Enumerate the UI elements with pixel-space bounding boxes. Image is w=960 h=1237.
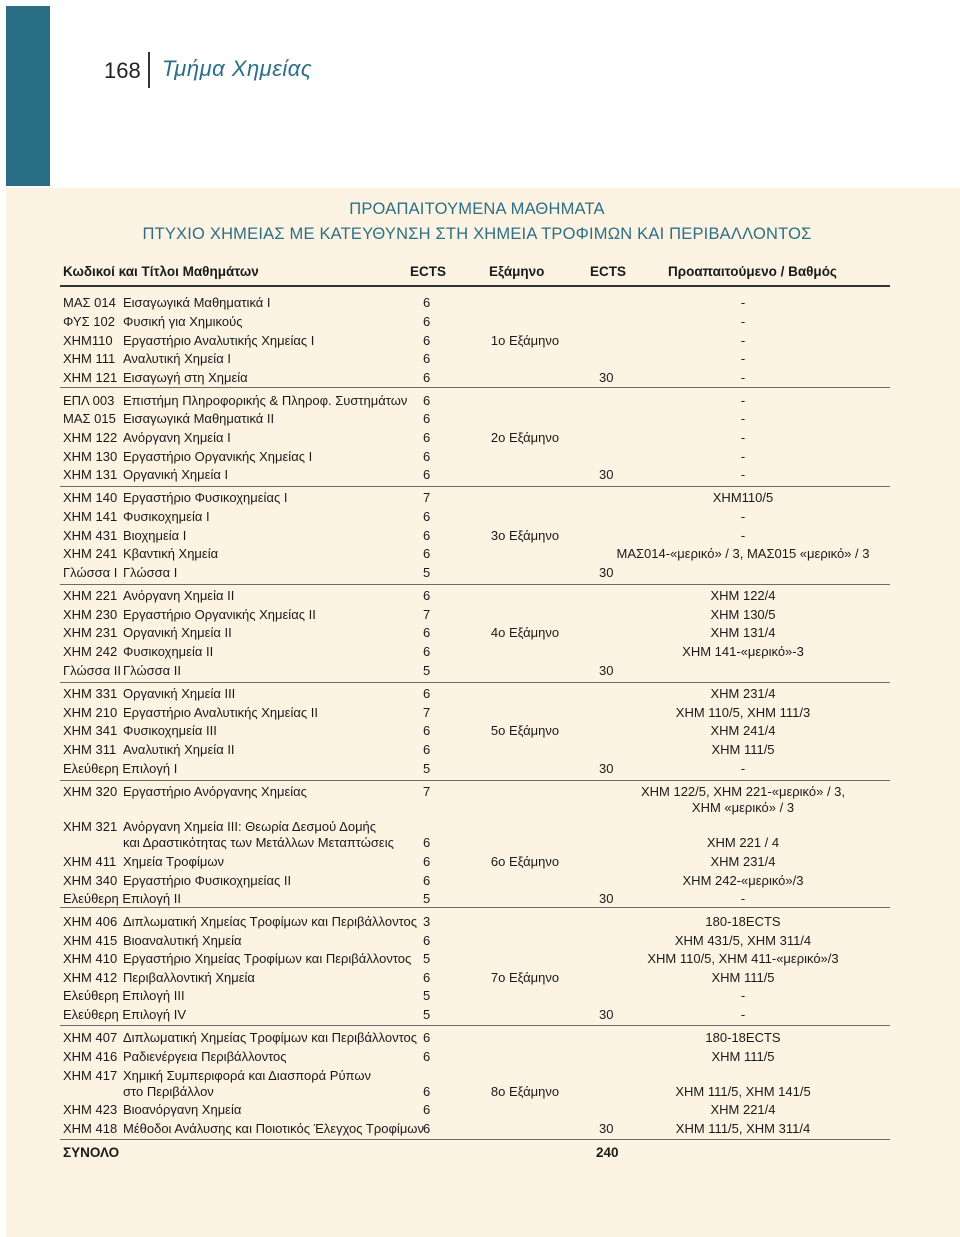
course-ects: 6 [423, 1030, 431, 1045]
prerequisite: ΧΗΜ110/5 [712, 490, 774, 505]
course-code: ΧΗΜ 140 [63, 490, 118, 505]
course-title: Ανόργανη Χημεία ΙΙΙ: Θεωρία Δεσμού Δομής [123, 819, 377, 834]
course-title: Βιοαναλυτική Χημεία [123, 933, 242, 948]
course-ects: 7 [423, 490, 431, 505]
prerequisite: - [740, 393, 746, 408]
course-title: Διπλωματική Χημείας Τροφίμων και Περιβάλλοντος [123, 914, 418, 929]
course-ects: 6 [423, 1121, 431, 1136]
course-code: ΧΗΜ 121 [63, 370, 118, 385]
prerequisite: - [740, 333, 746, 348]
table-row [0, 588, 960, 606]
course-ects: 5 [423, 1007, 431, 1022]
prerequisite: - [740, 528, 746, 543]
course-title: Χημεία Τροφίμων [123, 854, 224, 869]
semester-ects-total: 30 [599, 761, 614, 776]
course-ects: 6 [423, 528, 431, 543]
course-ects: 6 [423, 411, 431, 426]
course-ects: 6 [423, 588, 431, 603]
course-code: ΧΗΜ 331 [63, 686, 118, 701]
course-ects: 6 [423, 333, 431, 348]
course-code: ΧΗΜ 241 [63, 546, 118, 561]
table-row [0, 644, 960, 662]
course-code: ΧΗΜ 415 [63, 933, 118, 948]
semester-label: 7ο Εξάμηνο [490, 970, 560, 985]
prerequisite: ΧΗΜ «μερικό» / 3 [691, 800, 795, 815]
semester-divider [60, 682, 890, 683]
semester-label: 1ο Εξάμηνο [490, 333, 560, 348]
course-ects: 7 [423, 607, 431, 622]
prerequisite: ΧΗΜ 231/4 [710, 686, 776, 701]
table-row [0, 351, 960, 369]
col-header-ects: ECTS [410, 264, 447, 279]
course-title: Βιοανόργανη Χημεία [123, 1102, 242, 1117]
prerequisite: - [740, 411, 746, 426]
table-row [0, 914, 960, 932]
prerequisite: ΧΗΜ 110/5, ΧΗΜ 411-«μερικό»/3 [647, 951, 839, 966]
semester-ects-total: 30 [599, 1007, 614, 1022]
course-title: Επιστήμη Πληροφορικής & Πληροφ. Συστημάτων [123, 393, 408, 408]
table-row [0, 723, 960, 741]
prerequisite: 180-18ECTS [705, 914, 781, 929]
prerequisite: - [740, 370, 746, 385]
course-code: ΜΑΣ 015 [63, 411, 116, 426]
course-title: Εργαστήριο Οργανικής Χημείας Ι [123, 449, 313, 464]
prerequisite: - [740, 314, 746, 329]
table-row [0, 970, 960, 988]
course-title: Εργαστήριο Φυσικοχημείας Ι [123, 490, 288, 505]
table-row [0, 295, 960, 313]
course-title: Εργαστήριο Ανόργανης Χημείας [123, 784, 307, 799]
prerequisite: - [740, 467, 746, 482]
col-header-semester-ects: ECTS [590, 264, 627, 279]
course-code: Γλώσσα ΙΙ [63, 663, 122, 678]
table-row [0, 528, 960, 546]
course-code: ΧΗΜ 242 [63, 644, 118, 659]
course-title: Φυσική για Χημικούς [123, 314, 243, 329]
course-title: Εργαστήριο Αναλυτικής Χημείας Ι [123, 333, 315, 348]
table-row [0, 625, 960, 643]
table-row [0, 800, 960, 818]
course-title: Οργανική Χημεία ΙΙΙ [123, 686, 236, 701]
table-row [0, 1121, 960, 1139]
course-ects: 6 [423, 546, 431, 561]
semester-ects-total: 30 [599, 370, 614, 385]
semester-label: 8ο Εξάμηνο [490, 1084, 560, 1099]
course-title: Φυσικοχημεία ΙΙ [123, 644, 214, 659]
table-row [0, 449, 960, 467]
course-title: Εργαστήριο Φυσικοχημείας ΙΙ [123, 873, 292, 888]
table-row [0, 742, 960, 760]
prerequisite: ΧΗΜ 110/5, ΧΗΜ 111/3 [675, 705, 811, 720]
table-row [0, 333, 960, 351]
course-title: Μέθοδοι Ανάλυσης και Ποιοτικός Έλεγχος Τροφίμων [123, 1121, 424, 1136]
table-row [0, 705, 960, 723]
course-ects: 6 [423, 314, 431, 329]
table-row [0, 1030, 960, 1048]
course-code: ΧΗΜ 131 [63, 467, 118, 482]
course-title: Βιοχημεία Ι [123, 528, 187, 543]
prerequisite: - [740, 295, 746, 310]
course-code: ΧΗΜ 311 [63, 742, 117, 757]
prerequisite: ΧΗΜ 122/4 [710, 588, 776, 603]
course-code: ΧΗΜ 320 [63, 784, 118, 799]
course-title: Οργανική Χημεία Ι [123, 467, 229, 482]
prerequisite: ΧΗΜ 241/4 [710, 723, 776, 738]
course-code: ΧΗΜ 221 [63, 588, 118, 603]
course-code: Ελεύθερη Επιλογή ΙΙΙ [63, 988, 185, 1003]
section-subheading: ΠΤΥΧΙΟ ΧΗΜΕΙΑΣ ΜΕ ΚΑΤΕΥΘΥΝΣΗ ΣΤΗ ΧΗΜΕΙΑ ΤΡΟΦΙΜΩΝ ΚΑΙ ΠΕΡΙΒΑΛΛΟΝΤΟΣ [142, 225, 812, 243]
course-code: ΧΗΜ 417 [63, 1068, 118, 1083]
prerequisite: ΧΗΜ 111/5 [711, 1049, 775, 1064]
semester-divider [60, 1025, 890, 1026]
course-code: Ελεύθερη Επιλογή Ι [63, 761, 178, 776]
course-title: Φυσικοχημεία Ι [123, 509, 210, 524]
course-ects: 7 [423, 784, 431, 799]
page-title: Τμήμα Χημείας [162, 56, 313, 81]
table-row [0, 873, 960, 891]
table-row [0, 509, 960, 527]
prerequisite: ΧΗΜ 111/5 [711, 742, 775, 757]
table-row [0, 411, 960, 429]
course-code: ΧΗΜ 418 [63, 1121, 118, 1136]
prerequisite: - [740, 891, 746, 906]
semester-ects-total: 30 [599, 663, 614, 678]
semester-divider [60, 780, 890, 781]
table-row [0, 314, 960, 332]
table-row [0, 565, 960, 583]
course-title: Γλώσσα ΙΙ [123, 663, 182, 678]
course-ects: 6 [423, 1049, 431, 1064]
page-number-divider [148, 52, 150, 88]
course-title: στο Περιβάλλον [123, 1084, 214, 1099]
course-ects: 6 [423, 393, 431, 408]
course-ects: 6 [423, 370, 431, 385]
course-ects: 6 [423, 854, 431, 869]
table-row [0, 835, 960, 853]
table-row [0, 1007, 960, 1025]
prerequisite: ΜΑΣ014-«μερικό» / 3, ΜΑΣ015 «μερικό» / 3 [616, 546, 870, 561]
course-code: ΧΗΜ 407 [63, 1030, 118, 1045]
semester-divider [60, 584, 890, 585]
table-row [0, 370, 960, 388]
course-ects: 6 [423, 1102, 431, 1117]
course-code: ΧΗΜ 210 [63, 705, 118, 720]
course-title: Ανόργανη Χημεία ΙΙ [123, 588, 235, 603]
course-code: ΧΗΜ 130 [63, 449, 118, 464]
prerequisite: - [740, 761, 746, 776]
course-ects: 3 [423, 914, 431, 929]
course-code: ΧΗΜ 321 [63, 819, 118, 834]
col-header-codes-titles: Κωδικοί και Τίτλοι Μαθημάτων [63, 264, 259, 279]
total-label: ΣΥΝΟΛΟ [63, 1145, 120, 1160]
course-ects: 5 [423, 891, 431, 906]
course-title: Αναλυτική Χημεία Ι [123, 351, 231, 366]
page-number: 168 [104, 58, 141, 83]
col-header-semester: Εξάμηνο [489, 264, 545, 279]
course-code: ΧΗΜ 230 [63, 607, 118, 622]
table-row [0, 686, 960, 704]
course-code: ΧΗΜ 406 [63, 914, 118, 929]
table-row [0, 663, 960, 681]
course-code: ΧΗΜ 341 [63, 723, 118, 738]
course-ects: 6 [423, 1084, 431, 1099]
course-ects: 7 [423, 705, 431, 720]
course-title: Εργαστήριο Χημείας Τροφίμων και Περιβάλλοντος [123, 951, 412, 966]
course-code: ΧΗΜ 410 [63, 951, 118, 966]
course-code: ΧΗΜ110 [63, 333, 113, 348]
total-ects-value: 240 [596, 1145, 619, 1160]
prerequisite: 180-18ECTS [705, 1030, 781, 1045]
course-ects: 6 [423, 723, 431, 738]
table-row [0, 1102, 960, 1120]
course-title: Διπλωματική Χημείας Τροφίμων και Περιβάλλοντος [123, 1030, 418, 1045]
left-accent-bar [6, 6, 50, 186]
table-row [0, 1084, 960, 1102]
table-row [0, 490, 960, 508]
course-ects: 6 [423, 449, 431, 464]
course-ects: 6 [423, 644, 431, 659]
section-heading: ΠΡΟΑΠΑΙΤΟΥΜΕΝΑ ΜΑΘΗΜΑΤΑ [349, 200, 605, 218]
course-ects: 5 [423, 761, 431, 776]
prerequisite: - [740, 351, 746, 366]
table-row [0, 951, 960, 969]
course-title: Εργαστήριο Οργανικής Χημείας ΙΙ [123, 607, 316, 622]
col-header-prereq: Προαπαιτούμενο / Βαθμός [668, 264, 837, 279]
semester-label: 6ο Εξάμηνο [490, 854, 560, 869]
prerequisite: - [740, 1007, 746, 1022]
table-row [0, 933, 960, 951]
table-row [0, 607, 960, 625]
semester-label: 2ο Εξάμηνο [490, 430, 560, 445]
table-row [0, 1049, 960, 1067]
semester-divider [60, 486, 890, 487]
course-ects: 6 [423, 686, 431, 701]
prerequisite: - [740, 988, 746, 1003]
course-title: Οργανική Χημεία ΙΙ [123, 625, 232, 640]
course-ects: 5 [423, 565, 431, 580]
course-ects: 5 [423, 988, 431, 1003]
prerequisite: ΧΗΜ 130/5 [710, 607, 776, 622]
course-title: Ανόργανη Χημεία Ι [123, 430, 231, 445]
course-code: Γλώσσα Ι [63, 565, 118, 580]
course-title: Φυσικοχημεία ΙΙΙ [123, 723, 217, 738]
course-code: ΧΗΜ 412 [63, 970, 118, 985]
course-title: Αναλυτική Χημεία ΙΙ [123, 742, 235, 757]
prerequisite: ΧΗΜ 111/5, ΧΗΜ 311/4 [675, 1121, 811, 1136]
course-title: Χημική Συμπεριφορά και Διασπορά Ρύπων [123, 1068, 371, 1083]
prerequisite: - [740, 449, 746, 464]
prerequisite: - [740, 509, 746, 524]
course-ects: 6 [423, 509, 431, 524]
course-title: Εργαστήριο Αναλυτικής Χημείας ΙΙ [123, 705, 318, 720]
semester-label: 3ο Εξάμηνο [490, 528, 560, 543]
table-row [0, 430, 960, 448]
course-code: ΧΗΜ 423 [63, 1102, 118, 1117]
table-row [0, 891, 960, 909]
course-ects: 5 [423, 951, 431, 966]
course-ects: 6 [423, 467, 431, 482]
course-code: ΧΗΜ 111 [63, 351, 116, 366]
prerequisite: ΧΗΜ 221/4 [710, 1102, 776, 1117]
prerequisite: ΧΗΜ 231/4 [710, 854, 776, 869]
prerequisite: ΧΗΜ 242-«μερικό»/3 [682, 873, 804, 888]
course-code: ΧΗΜ 340 [63, 873, 118, 888]
course-ects: 5 [423, 663, 431, 678]
course-code: ΕΠΛ 003 [63, 393, 115, 408]
table-row [0, 467, 960, 485]
course-code: ΧΗΜ 416 [63, 1049, 118, 1064]
course-code: ΧΗΜ 122 [63, 430, 118, 445]
course-title: Γλώσσα Ι [123, 565, 178, 580]
prerequisite: ΧΗΜ 122/5, ΧΗΜ 221-«μερικό» / 3, [640, 784, 846, 799]
course-ects: 6 [423, 742, 431, 757]
course-title: Εισαγωγή στη Χημεία [123, 370, 248, 385]
table-row [0, 761, 960, 779]
course-code: ΧΗΜ 141 [63, 509, 118, 524]
table-row [0, 854, 960, 872]
course-title: Εισαγωγικά Μαθηματικά ΙΙ [123, 411, 275, 426]
course-title: Εισαγωγικά Μαθηματικά Ι [123, 295, 271, 310]
course-title: και Δραστικότητας των Μετάλλων Μεταπτώσεις [123, 835, 394, 850]
total-divider [60, 1139, 890, 1140]
prerequisite: ΧΗΜ 131/4 [710, 625, 776, 640]
course-title: Κβαντική Χημεία [123, 546, 219, 561]
course-code: ΜΑΣ 014 [63, 295, 116, 310]
course-code: ΧΗΜ 231 [63, 625, 118, 640]
course-title: Ραδιενέργεια Περιβάλλοντος [123, 1049, 287, 1064]
prerequisite: ΧΗΜ 431/5, ΧΗΜ 311/4 [674, 933, 812, 948]
prerequisite: ΧΗΜ 141-«μερικό»-3 [682, 644, 804, 659]
semester-label: 4ο Εξάμηνο [490, 625, 560, 640]
prerequisite: ΧΗΜ 111/5 [711, 970, 775, 985]
prerequisite: ΧΗΜ 111/5, ΧΗΜ 141/5 [675, 1084, 811, 1099]
semester-ects-total: 30 [599, 467, 614, 482]
semester-label: 5ο Εξάμηνο [490, 723, 560, 738]
course-ects: 6 [423, 835, 431, 850]
semester-ects-total: 30 [599, 565, 614, 580]
semester-ects-total: 30 [599, 891, 614, 906]
header-rule [60, 285, 890, 287]
course-code: ΧΗΜ 431 [63, 528, 118, 543]
course-code: ΦΥΣ 102 [63, 314, 115, 329]
course-ects: 6 [423, 970, 431, 985]
course-ects: 6 [423, 430, 431, 445]
semester-ects-total: 30 [599, 1121, 614, 1136]
course-ects: 6 [423, 351, 431, 366]
course-ects: 6 [423, 295, 431, 310]
course-ects: 6 [423, 933, 431, 948]
course-ects: 6 [423, 873, 431, 888]
prerequisite: - [740, 430, 746, 445]
table-row [0, 988, 960, 1006]
course-ects: 6 [423, 625, 431, 640]
course-title: Περιβαλλοντική Χημεία [123, 970, 255, 985]
table-row [0, 546, 960, 564]
course-code: Ελεύθερη Επιλογή IV [63, 1007, 187, 1022]
table-row [0, 393, 960, 411]
course-code: ΧΗΜ 411 [63, 854, 117, 869]
prerequisite: ΧΗΜ 221 / 4 [706, 835, 780, 850]
course-code: Ελεύθερη Επιλογή ΙΙ [63, 891, 181, 906]
